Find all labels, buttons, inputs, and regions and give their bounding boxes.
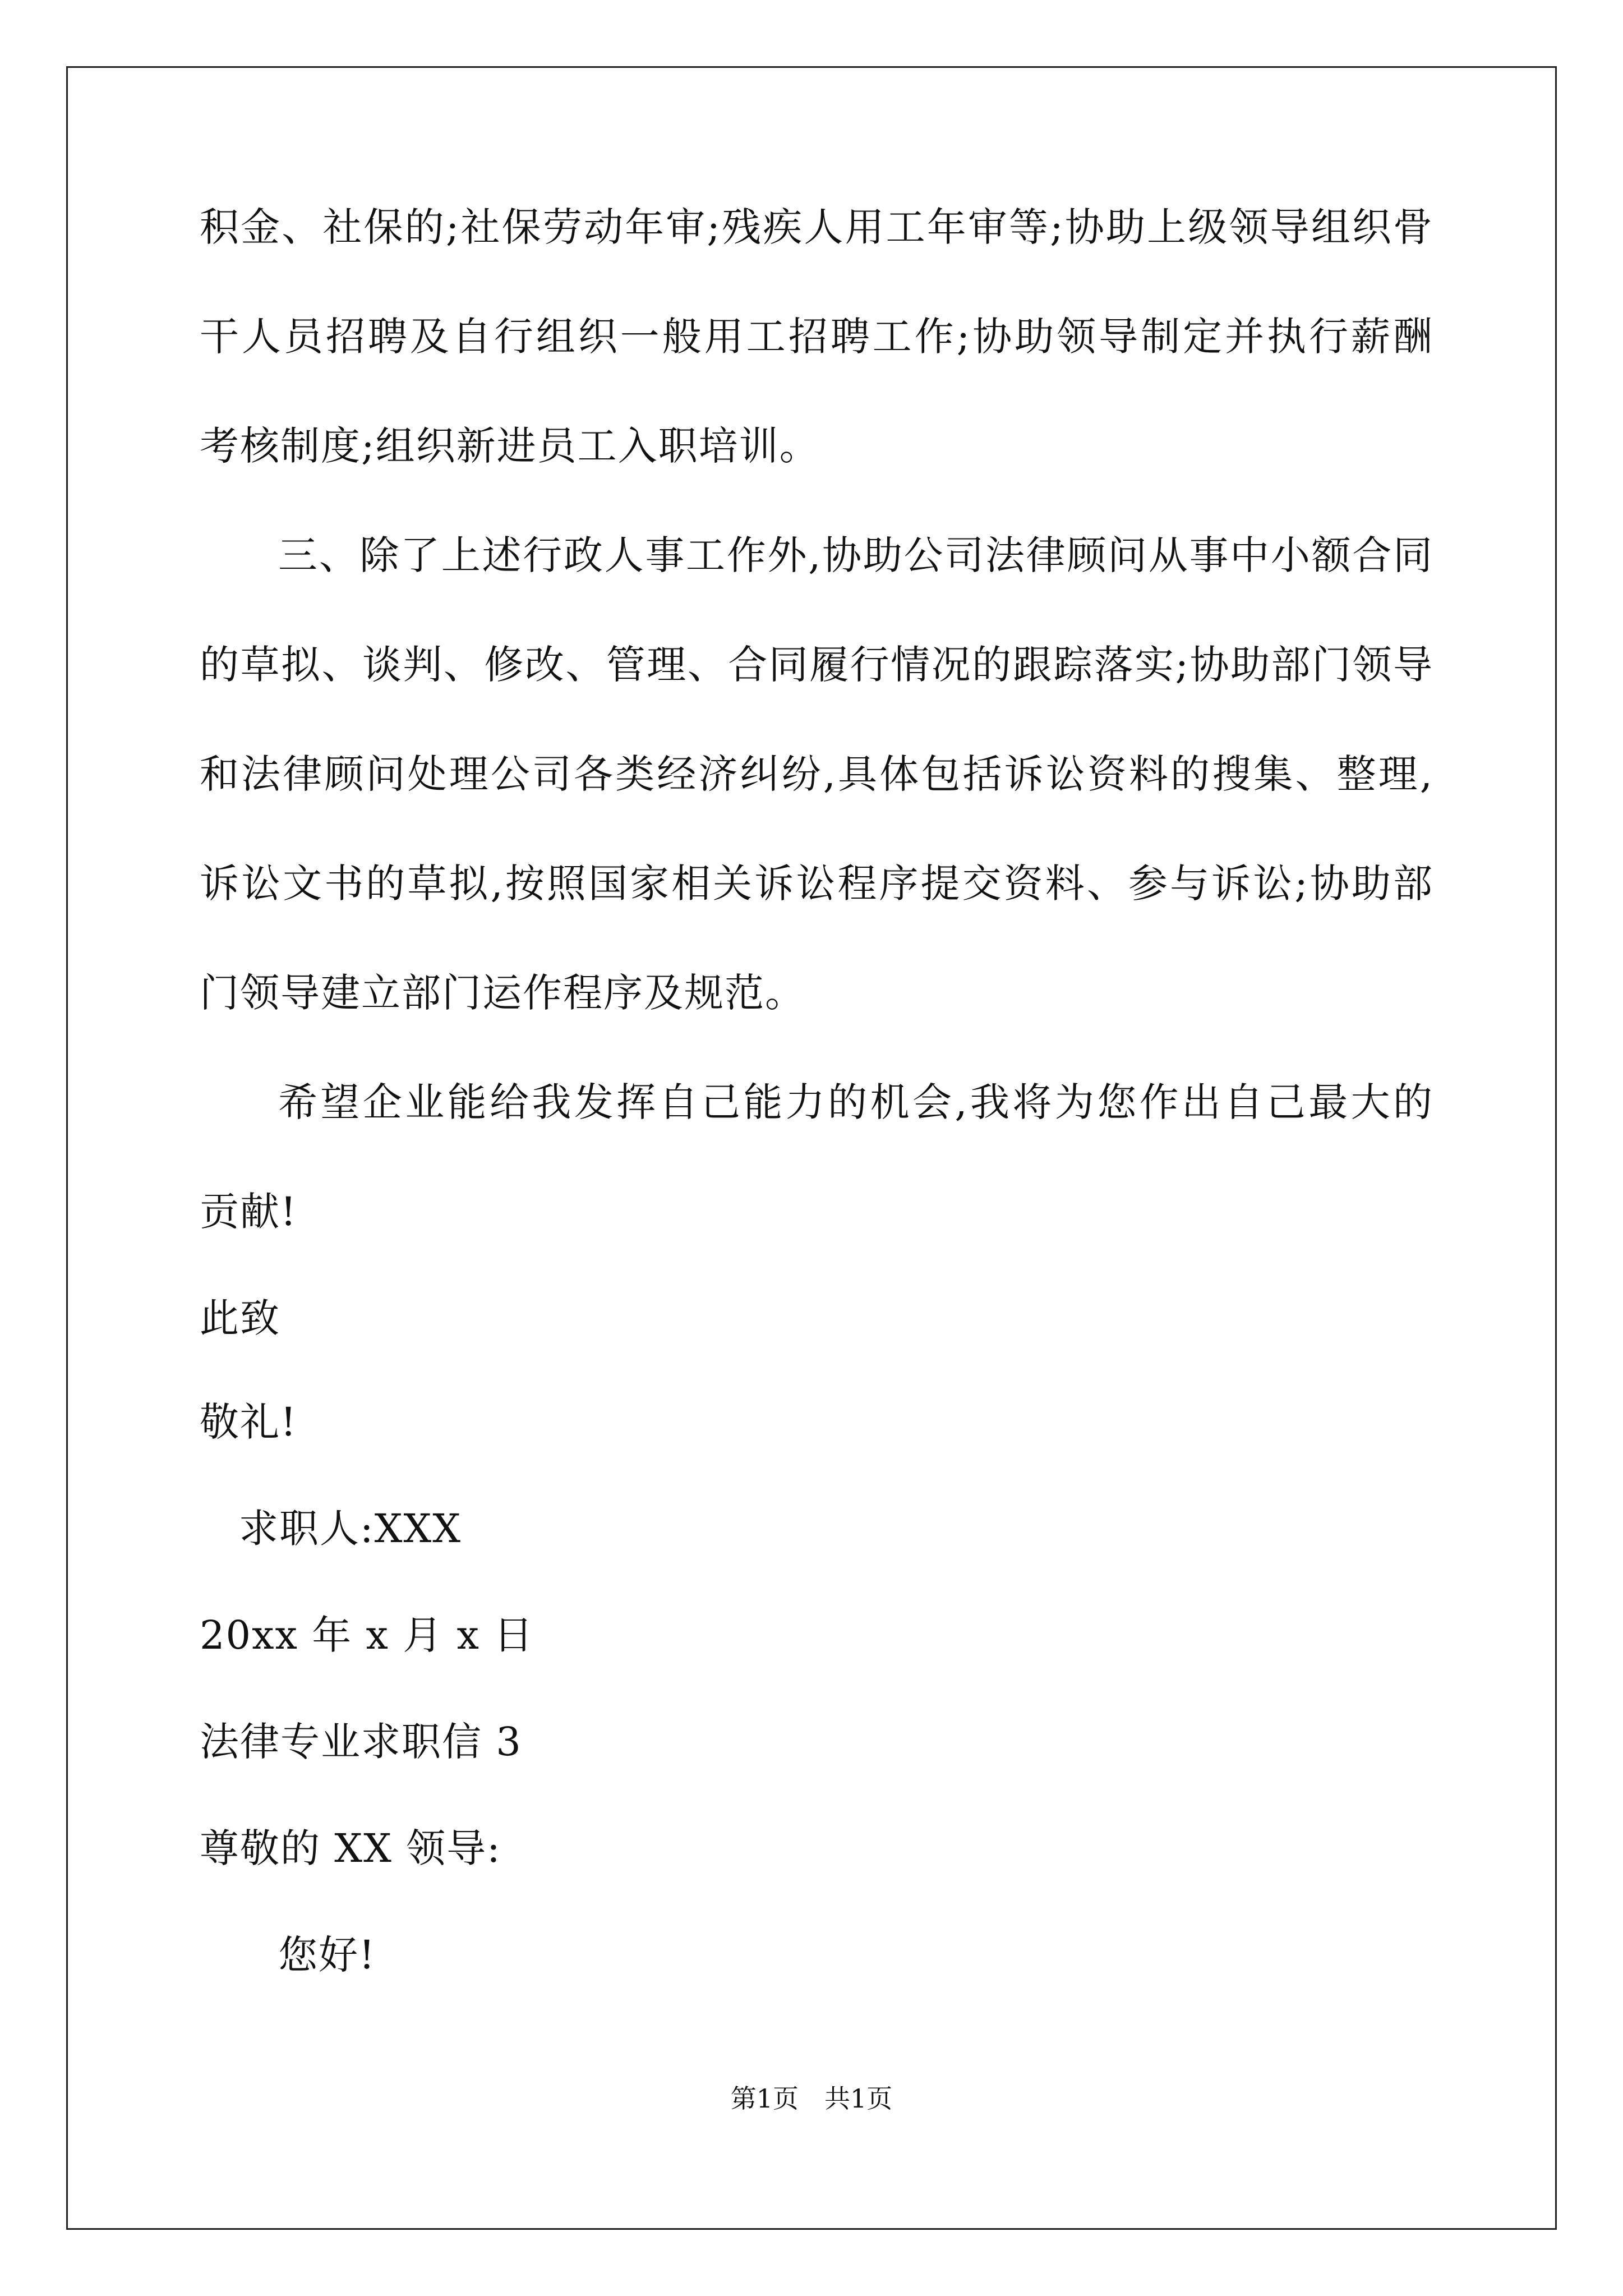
closing-line: 此致 [200, 1295, 280, 1341]
salutation-line: 敬礼! [200, 1399, 298, 1445]
paragraph-line: 干人员招聘及自行组织一般用工招聘工作;协助领导制定并执行薪酬 [200, 314, 1433, 360]
page-footer: 第1页 共1页 [730, 2083, 893, 2114]
paragraph-line: 和法律顾问处理公司各类经济纠纷,具体包括诉讼资料的搜集、整理, [200, 751, 1434, 797]
date-line: 20xx 年 x 月 x 日 [200, 1612, 534, 1658]
page-border [66, 66, 1557, 2230]
greeting-recipient: 尊敬的 XX 领导: [200, 1825, 501, 1871]
paragraph-line: 积金、社保的;社保劳动年审;残疾人用工年审等;协助上级领导组织骨 [200, 204, 1433, 250]
paragraph-line: 贡献! [200, 1189, 298, 1235]
paragraph-line: 门领导建立部门运作程序及规范。 [200, 970, 805, 1016]
paragraph-line: 希望企业能给我发挥自己能力的机会,我将为您作出自己最大的 [278, 1079, 1433, 1125]
section-heading: 法律专业求职信 3 [200, 1719, 522, 1765]
paragraph-line: 诉讼文书的草拟,按照国家相关诉讼程序提交资料、参与诉讼;协助部 [200, 861, 1433, 907]
paragraph-line: 三、除了上述行政人事工作外,协助公司法律顾问从事中小额合同 [278, 532, 1433, 578]
paragraph-line: 的草拟、谈判、修改、管理、合同履行情况的跟踪落实;协助部门领导 [200, 642, 1433, 688]
paragraph-line: 考核制度;组织新进员工入职培训。 [200, 423, 820, 469]
applicant-signature: 求职人:XXX [239, 1506, 462, 1552]
greeting-line: 您好! [278, 1932, 376, 1978]
